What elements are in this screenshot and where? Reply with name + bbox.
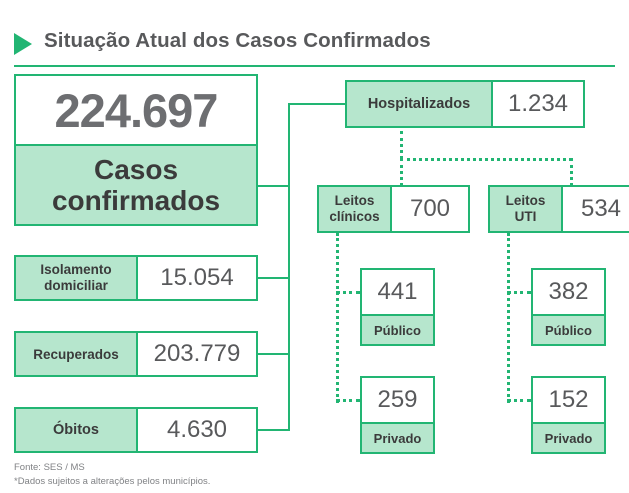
leitos-uti-publico-value-box	[531, 268, 606, 316]
confirmed-cases-number: 224.697	[54, 83, 218, 137]
dotted-hosp-split	[400, 158, 572, 161]
leitos-clinicos-publico-label-box	[360, 316, 435, 346]
connector-confirmed-trunk	[258, 185, 290, 187]
leitos-clinicos-publico-value-box	[360, 268, 435, 316]
recuperados-label-box	[14, 331, 138, 377]
obitos-value: 4.630	[166, 416, 228, 443]
hospitalizados-value: 1.234	[507, 90, 569, 117]
footer-source: Fonte: SES / MS	[14, 462, 85, 473]
leitos-clinicos-publico-value: 441	[377, 278, 418, 305]
dotted-uti-vertical	[507, 233, 510, 403]
leitos-clinicos-label	[329, 193, 379, 224]
confirmed-cases-label	[52, 154, 220, 217]
leitos-clinicos-label-box	[317, 185, 392, 233]
confirmed-cases-label-line1: Casos	[93, 153, 179, 185]
hospitalizados-label-box	[345, 80, 493, 128]
dotted-to-leitos-clinicos	[400, 158, 403, 186]
leitos-uti-publico-value: 382	[548, 278, 589, 305]
connector-to-hospitalizados	[288, 103, 345, 105]
leitos-uti-label-line1: Leitos	[505, 193, 546, 209]
connector-to-isolamento	[258, 277, 290, 279]
confirmed-cases-label-line2: confirmados	[51, 185, 221, 216]
dotted-lc-vertical	[336, 233, 339, 403]
isolamento-label-line2: domiciliar	[44, 278, 108, 293]
confirmed-cases-label-box	[14, 146, 258, 226]
leitos-clinicos-value: 700	[409, 195, 451, 222]
dotted-uti-publico	[507, 291, 531, 294]
leitos-clinicos-label-line2: clínicos	[329, 209, 380, 224]
recuperados-label: Recuperados	[33, 346, 119, 362]
connector-to-obitos	[258, 429, 290, 431]
obitos-value-box	[138, 407, 258, 453]
connector-to-recuperados	[258, 353, 290, 355]
footer-note: *Dados sujeitos a alterações pelos municípios.	[14, 475, 211, 487]
leitos-clinicos-privado-label-box	[360, 424, 435, 454]
obitos-label: Óbitos	[53, 422, 99, 438]
leitos-clinicos-value-box	[392, 185, 470, 233]
hospitalizados-label: Hospitalizados	[367, 96, 471, 112]
leitos-uti-value-box	[563, 185, 629, 233]
leitos-clinicos-privado-label: Privado	[373, 430, 422, 446]
dotted-hosp-down	[400, 131, 403, 159]
leitos-uti-privado-label: Privado	[544, 430, 593, 446]
leitos-clinicos-privado-value: 259	[377, 386, 418, 413]
isolamento-domiciliar-label-box	[14, 255, 138, 301]
leitos-clinicos-publico-label: Público	[374, 322, 421, 338]
leitos-uti-label-line2: UTI	[514, 209, 537, 224]
leitos-uti-privado-value-box	[531, 376, 606, 424]
header	[0, 14, 629, 52]
dotted-lc-privado	[336, 399, 360, 402]
leitos-clinicos-privado-value-box	[360, 376, 435, 424]
leitos-uti-value: 534	[580, 195, 622, 222]
isolamento-domiciliar-value: 15.054	[160, 264, 234, 291]
page-title: Situação Atual dos Casos Confirmados	[44, 29, 431, 52]
hospitalizados-value-box	[493, 80, 585, 128]
recuperados-value-box	[138, 331, 258, 377]
footer	[14, 461, 414, 489]
isolamento-domiciliar-value-box	[138, 255, 258, 301]
recuperados-value: 203.779	[153, 340, 241, 367]
leitos-clinicos-label-line1: Leitos	[334, 193, 375, 209]
play-icon	[14, 33, 32, 55]
header-divider	[14, 65, 615, 67]
leitos-uti-label	[506, 193, 546, 224]
obitos-label-box	[14, 407, 138, 453]
leitos-uti-privado-value: 152	[548, 386, 589, 413]
leitos-uti-publico-label: Público	[545, 322, 592, 338]
leitos-uti-label-box	[488, 185, 563, 233]
connector-left-stack-vertical	[288, 185, 290, 430]
isolamento-domiciliar-label	[40, 262, 111, 293]
connector-trunk-vertical	[288, 104, 290, 187]
dotted-to-leitos-uti	[570, 158, 573, 186]
confirmed-cases-number-box	[14, 74, 258, 146]
dotted-lc-publico	[336, 291, 360, 294]
leitos-uti-publico-label-box	[531, 316, 606, 346]
leitos-uti-privado-label-box	[531, 424, 606, 454]
dotted-uti-privado	[507, 399, 531, 402]
isolamento-label-line1: Isolamento	[40, 262, 112, 278]
